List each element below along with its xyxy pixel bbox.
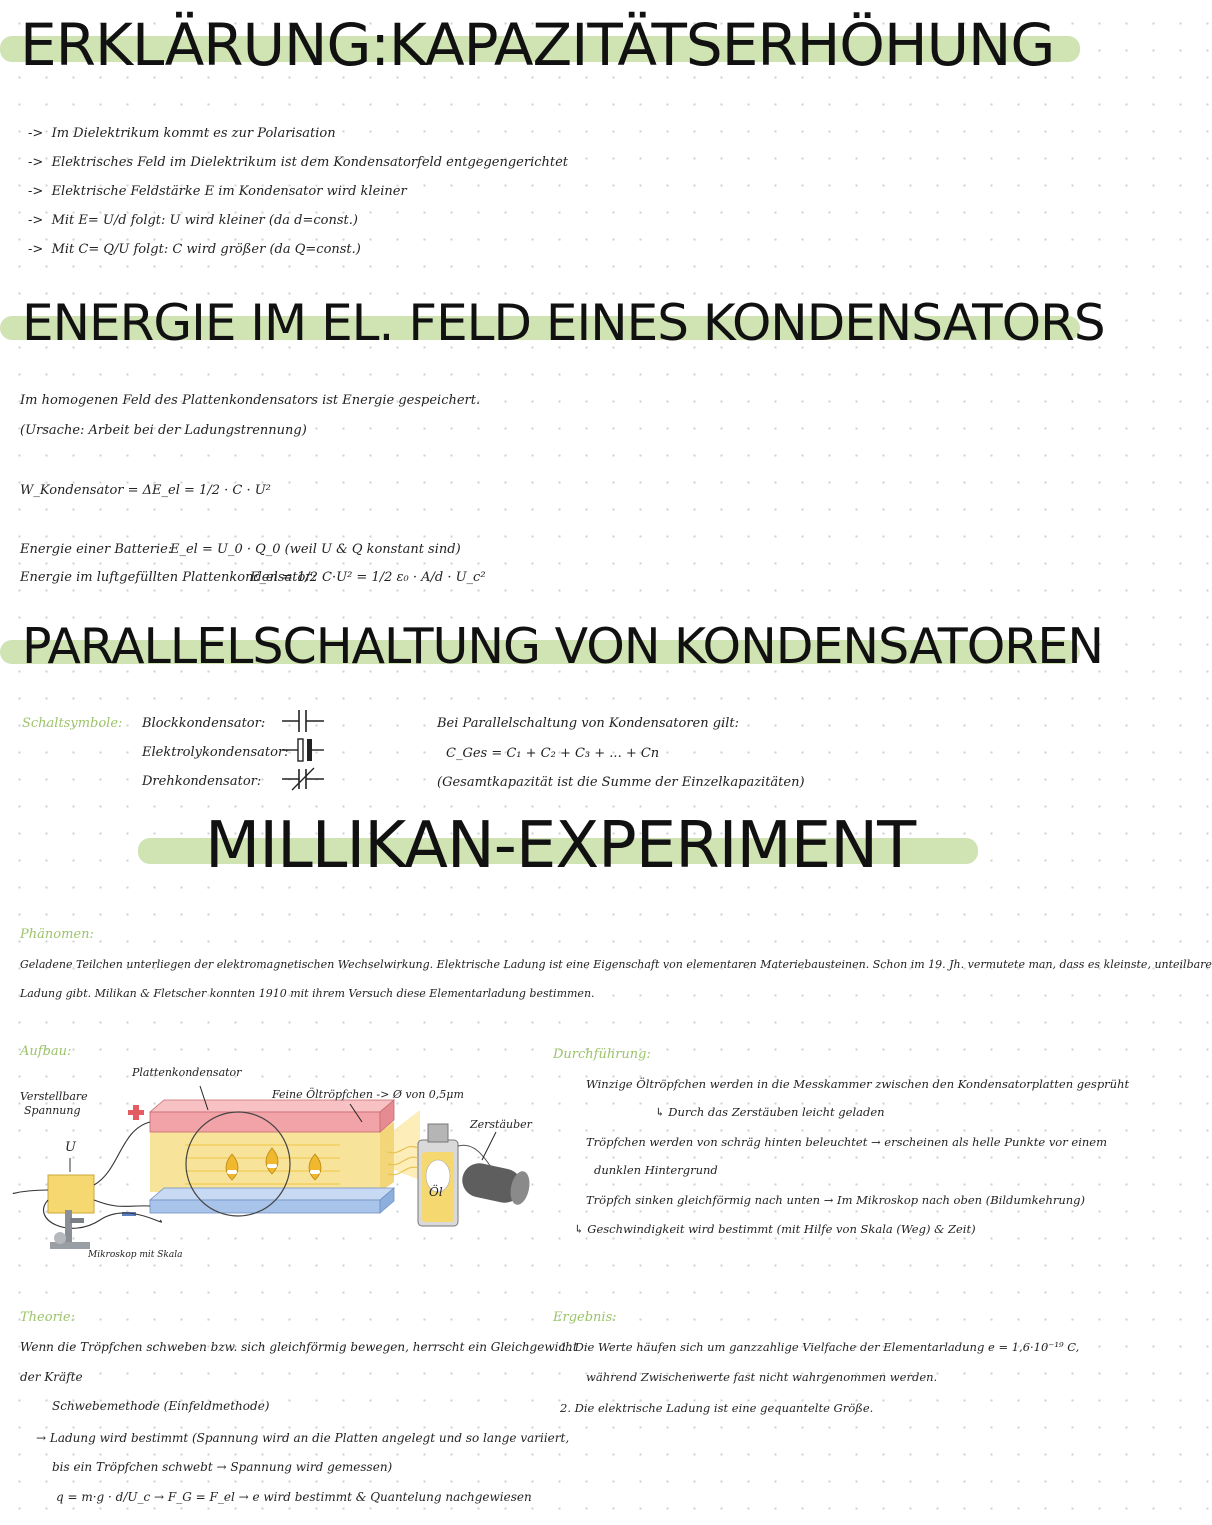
phaenomen-text-1: Geladene Teilchen unterliegen der elektromagnetischen Wechselwirkung. Elektrische Ladung ist eine Eigenschaft von elementaren Materiebausteinen. Schon im 19. Jh. vermutete man, dass es kleinste, unteilbare: [20, 958, 1212, 971]
theorie-label: Theorie:: [20, 1310, 76, 1325]
section-title-parallel: PARALLELSCHALTUNG VON KONDENSATOREN: [22, 618, 1103, 675]
schaltsymbole-label: Schaltsymbole:: [22, 716, 123, 731]
label-zerstaeuber: Zerstäuber: [470, 1118, 532, 1131]
durchfuehrung-step: Tröpfch sinken gleichförmig nach unten → Im Mikroskop nach oben (Bildumkehrung): [586, 1193, 1086, 1207]
symbol-label-dreh: Drehkondensator:: [142, 774, 262, 789]
theorie-line: der Kräfte: [20, 1370, 83, 1384]
energie-formula: W_Kondensator = ΔE_el = 1/2 · C · U²: [20, 483, 271, 498]
durchfuehrung-step: dunklen Hintergrund: [594, 1163, 718, 1177]
atomizer-bulb-icon: [459, 1160, 532, 1206]
batterie-formula: E_el = U_0 · Q_0 (weil U & Q konstant sind): [170, 542, 461, 557]
phaenomen-label: Phänomen:: [20, 927, 94, 942]
block-capacitor-icon: [282, 708, 324, 734]
microscope-icon: [50, 1210, 90, 1249]
symbol-label-elektrolyt: Elektrolykondensator:: [142, 745, 289, 760]
variable-capacitor-icon: [282, 766, 324, 792]
parallel-rule-note: (Gesamtkapazität ist die Summe der Einzelkapazitäten): [437, 775, 805, 790]
voltage-source-box: [48, 1175, 94, 1213]
ergebnis-line: 1. Die Werte häufen sich um ganzzahlige Vielfache der Elementarladung e = 1,6·10⁻¹⁹ C,: [560, 1340, 1080, 1354]
bullet-item: -> Elektrische Feldstärke E im Kondensator wird kleiner: [28, 184, 407, 199]
parallel-rule-formula: C_Ges = C₁ + C₂ + C₃ + ... + Cn: [446, 746, 660, 761]
bottom-plate: [150, 1200, 380, 1213]
parallel-rule-intro: Bei Parallelschaltung von Kondensatoren gilt:: [437, 716, 739, 731]
electrolytic-capacitor-icon: [282, 737, 324, 763]
aufbau-label: Aufbau:: [20, 1044, 72, 1059]
label-spannung: Spannung: [24, 1104, 81, 1117]
durchfuehrung-step: ↳ Durch das Zerstäuben leicht geladen: [655, 1105, 885, 1119]
durchfuehrung-step: ↳ Geschwindigkeit wird bestimmt (mit Hilfe von Skala (Weg) & Zeit): [574, 1222, 976, 1236]
label-plattenkondensator: Plattenkondensator: [132, 1066, 242, 1079]
millikan-diagram: [10, 1060, 540, 1270]
durchfuehrung-step: Winzige Öltröpfchen werden in die Messkammer zwischen den Kondensatorplatten gesprüht: [586, 1077, 1130, 1091]
field-region: [150, 1132, 380, 1192]
bullet-item: -> Im Dielektrikum kommt es zur Polarisation: [28, 126, 336, 141]
label-u-symbol: U: [65, 1140, 76, 1155]
section-title-erklaerung: ERKLÄRUNG:KAPAZITÄTSERHÖHUNG: [20, 11, 1055, 79]
label-feine-oeltroepfchen: Feine Öltröpfchen -> Ø von 0,5μm: [272, 1088, 464, 1101]
plus-icon: [128, 1105, 144, 1120]
top-plate: [150, 1112, 380, 1132]
label-mikroskop: Mikroskop mit Skala: [88, 1250, 183, 1260]
theorie-line: → Ladung wird bestimmt (Spannung wird an die Platten angelegt und so lange variiert,: [36, 1431, 570, 1445]
luft-formula: E_el = 1/2 C·U² = 1/2 ε₀ · A/d · U_c²: [250, 570, 486, 585]
phaenomen-text-2: Ladung gibt. Milikan & Fletscher konnten 1910 mit ihrem Versuch diese Elementarladung bestimmen.: [20, 987, 595, 1000]
luft-label: Energie im luftgefüllten Plattenkondensator:: [20, 570, 316, 585]
bullet-item: -> Mit C= Q/U folgt: C wird größer (da Q=const.): [28, 242, 361, 257]
theorie-line: Schwebemethode (Einfeldmethode): [52, 1399, 270, 1413]
durchfuehrung-label: Durchführung:: [553, 1047, 651, 1062]
energie-line1: Im homogenen Feld des Plattenkondensators ist Energie gespeichert.: [20, 393, 481, 408]
ergebnis-line: 2. Die elektrische Ladung ist eine gequantelte Größe.: [560, 1401, 874, 1415]
batterie-label: Energie einer Batterie:: [20, 542, 173, 557]
section-title-millikan: MILLIKAN-EXPERIMENT: [205, 809, 916, 883]
theorie-line: q = m·g · d/U_c → F_G = F_el → e wird bestimmt & Quantelung nachgewiesen: [56, 1490, 532, 1504]
ergebnis-line: während Zwischenwerte fast nicht wahrgenommen werden.: [586, 1370, 938, 1384]
bullet-item: -> Mit E= U/d folgt: U wird kleiner (da d=const.): [28, 213, 358, 228]
label-verstellbare: Verstellbare: [20, 1090, 88, 1103]
bullet-item: -> Elektrisches Feld im Dielektrikum ist dem Kondensatorfeld entgegengerichtet: [28, 155, 569, 170]
label-oel: Öl: [429, 1185, 443, 1199]
energie-line2: (Ursache: Arbeit bei der Ladungstrennung): [20, 423, 307, 438]
ergebnis-label: Ergebnis:: [553, 1310, 617, 1325]
durchfuehrung-step: Tröpfchen werden von schräg hinten beleuchtet → erscheinen als helle Punkte vor einem: [586, 1135, 1107, 1149]
theorie-line: bis ein Tröpfchen schwebt → Spannung wird gemessen): [52, 1460, 393, 1474]
theorie-line: Wenn die Tröpfchen schweben bzw. sich gleichförmig bewegen, herrscht ein Gleichgewicht: [20, 1340, 578, 1354]
symbol-label-block: Blockkondensator:: [142, 716, 266, 731]
section-title-energie: ENERGIE IM EL. FELD EINES KONDENSATORS: [22, 294, 1105, 352]
